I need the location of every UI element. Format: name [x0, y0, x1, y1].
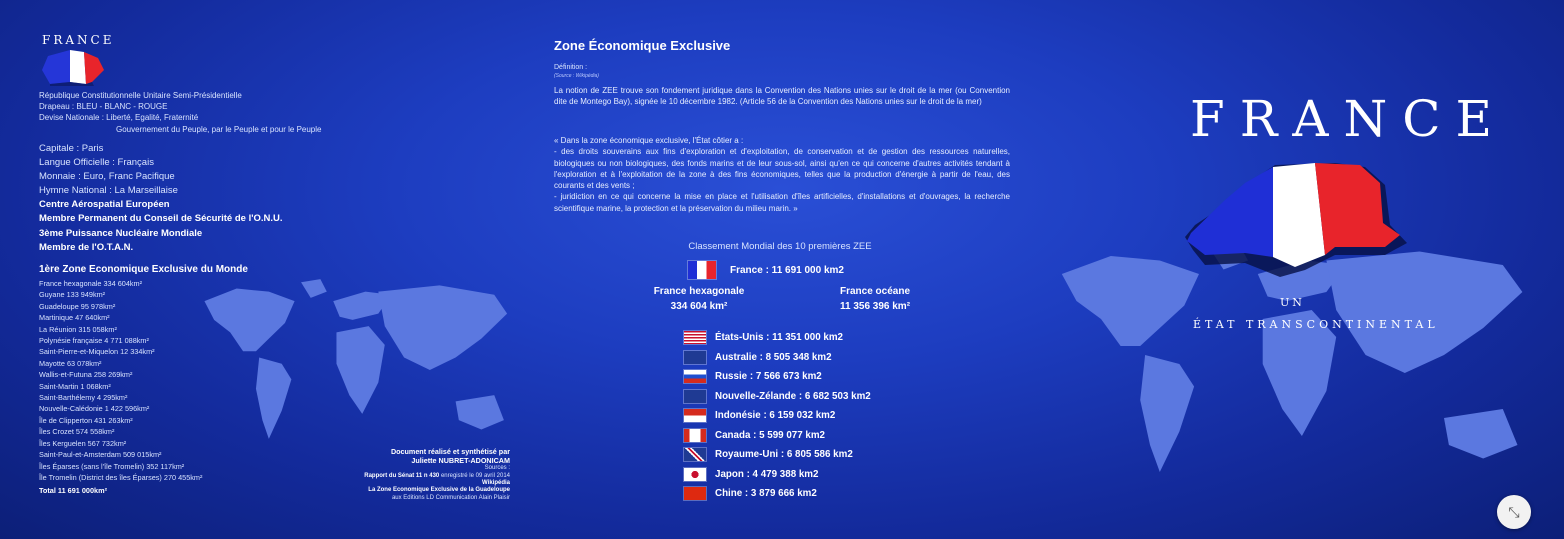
- credits-zone: La Zone Economique Exclusive de la Guadeloupe: [368, 487, 510, 494]
- brand-title: FRANCE: [42, 33, 115, 47]
- definition-source: (Source : Wikipédia): [554, 73, 599, 79]
- info-line: Monnaie : Euro, Franc Pacifique: [39, 170, 175, 182]
- zee-list-item: Guadeloupe 95 978km²: [39, 301, 116, 311]
- info-line: Devise Nationale : Liberté, Egalité, Fraternité: [39, 113, 199, 123]
- ranking-row-china: [684, 484, 871, 504]
- ranking-row-indonesia: [684, 406, 871, 426]
- france-flag-small-icon: [40, 48, 106, 86]
- ranking-label: Nouvelle-Zélande : 6 682 503 km2: [715, 390, 871, 402]
- ranking-title: Classement Mondial des 10 premières ZEE: [688, 241, 872, 252]
- info-bold-line: Centre Aérospatial Européen: [39, 198, 170, 210]
- china-flag-icon: [684, 487, 706, 500]
- zee-list-item: Nouvelle-Calédonie 1 422 596km²: [39, 404, 150, 414]
- ranking-label: Australie : 8 505 348 km2: [715, 351, 832, 363]
- paragraph-line: - des droits souverains aux fins d'exploration et d'exploitation, de conservation et de gestion des ressources naturelles, biologiques ou non biologiques, des fonds marins et de leur sous-sol, ainsi qu'en ce qui concerne d'autres activités tendant à l'exploration et à l'exploitation de la zone à des fins économiques, telles que la production d'énergie à partir de l'eau, des courants et des vents ;: [554, 147, 1010, 191]
- russia-flag-icon: [684, 370, 706, 383]
- info-line: Langue Officielle : Français: [39, 156, 154, 168]
- ranking-row-uk: [684, 445, 871, 465]
- zee-list-item: Îles Crozet 574 558km²: [39, 427, 115, 437]
- ranking-label: États-Unis : 11 351 000 km2: [715, 332, 843, 344]
- australia-flag-icon: [684, 351, 706, 364]
- zee-list-item: Mayotte 63 078km²: [39, 358, 102, 368]
- france-hex-value: 334 604 km²: [670, 301, 728, 312]
- zee-list-item: Polynésie française 4 771 088km²: [39, 336, 149, 346]
- zee-list-item: Martinique 47 640km²: [39, 313, 110, 323]
- credits-line: Document réalisé et synthétisé par: [390, 447, 510, 456]
- france-hexagonale: [624, 284, 774, 314]
- info-bold-line: 3ème Puissance Nucléaire Mondiale: [39, 227, 203, 239]
- france-oceane: [800, 284, 950, 314]
- zee-list-item: Îles Éparses (sans l'île Tromelin) 352 117km²: [39, 461, 185, 471]
- ranking-label: Chine : 3 879 666 km2: [715, 488, 817, 500]
- middle-panel: [520, 0, 1040, 539]
- info-line: Drapeau : BLEU - BLANC - ROUGE: [39, 102, 168, 112]
- credits-author: Juliette NUBRET-ADONICAM: [411, 455, 510, 465]
- info-line: Gouvernement du Peuple, par le Peuple et pour le Peuple: [116, 124, 322, 134]
- collapse-icon: ⤡: [1508, 503, 1520, 520]
- japan-flag-icon: [684, 468, 706, 481]
- uk-flag-icon: [684, 448, 706, 461]
- ranking-label: Indonésie : 6 159 032 km2: [715, 410, 836, 422]
- zee-list-item: Îles Kerguelen 567 732km²: [39, 438, 127, 448]
- zee-list: [39, 278, 202, 497]
- zee-list-item: Saint-Martin 1 068km²: [39, 381, 111, 391]
- subtitle-etat: ÉTAT TRANSCONTINENTAL: [1193, 318, 1439, 331]
- credits-wikipedia: Wikipédia: [482, 480, 510, 486]
- france-oce-label: France océane: [839, 286, 911, 297]
- credits: [250, 448, 510, 502]
- zee-list-item: Saint-Barthélemy 4 295km²: [39, 393, 128, 403]
- zee-list-item: Saint-Pierre-et-Miquelon 12 334km²: [39, 347, 155, 357]
- zee-list-item: Île de Clipperton 431 263km²: [39, 415, 133, 425]
- left-panel: [0, 0, 520, 539]
- ranking-row-australia: [684, 348, 871, 368]
- ranking-row-japan: [684, 465, 871, 485]
- zee-list-item: Île Tromelin (District des îles Éparses) 270 455km²: [39, 472, 203, 482]
- paragraph-rights: [554, 135, 1010, 214]
- ranking-row-usa: [684, 328, 871, 348]
- info-line: Capitale : Paris: [39, 142, 104, 154]
- credits-rapport-rest: enregistré le 09 avril 2014: [439, 472, 510, 479]
- subtitle-un: UN: [1280, 296, 1305, 309]
- world-map-small: [198, 276, 520, 464]
- info-line: République Constitutionnelle Unitaire Semi-Présidentielle: [39, 91, 242, 100]
- ranking-label: Royaume-Uni : 6 805 586 km2: [715, 449, 853, 461]
- france-ranking: [688, 260, 844, 280]
- ranking-row-newzealand: [684, 387, 871, 407]
- info-line: Hymne National : La Marseillaise: [39, 184, 178, 196]
- zee-total: Total 11 691 000km²: [39, 486, 108, 496]
- france-total: France : 11 691 000 km2: [730, 264, 844, 276]
- zee-list-item: Saint-Paul-et-Amsterdam 509 015km²: [39, 450, 162, 460]
- indonesia-flag-icon: [684, 409, 706, 422]
- paragraph-convention: La notion de ZEE trouve son fondement juridique dans la Convention des Nations unies sur le droit de la mer (ou Convention dite de Montego Bay), signée le 10 décembre 1982. (Article 56 de la Convention des Nations unies sur le droit de la mer): [554, 86, 1010, 107]
- ranking-label: Russie : 7 566 673 km2: [715, 371, 822, 383]
- zee-list-item: Wallis-et-Futuna 258 269km²: [39, 370, 133, 380]
- france-oce-value: 11 356 396 km²: [839, 301, 911, 312]
- zee-list-item: Guyane 133 949km²: [39, 290, 106, 300]
- ranking-list: [684, 328, 871, 504]
- right-panel: [1040, 0, 1564, 539]
- ranking-label: Japon : 4 479 388 km2: [715, 468, 819, 480]
- paragraph-line: « Dans la zone économique exclusive, l'État côtier a :: [554, 136, 744, 145]
- france-map-flag-icon: [1185, 155, 1410, 280]
- big-title: FRANCE: [1190, 90, 1507, 148]
- france-flag-icon: [688, 261, 716, 279]
- zee-list-item: France hexagonale 334 604km²: [39, 279, 143, 288]
- country-info: [39, 90, 321, 256]
- definition-label: Définition :: [554, 64, 588, 71]
- zee-list-item: La Réunion 315 058km²: [39, 324, 117, 334]
- canada-flag-icon: [684, 429, 706, 442]
- credits-sources: Sources :: [484, 465, 510, 472]
- usa-flag-icon: [684, 331, 706, 344]
- info-bold-line: Membre Permanent du Conseil de Sécurité de l'O.N.U.: [39, 213, 283, 225]
- collapse-button[interactable]: [1497, 495, 1531, 529]
- france-hex-label: France hexagonale: [653, 286, 745, 297]
- info-bold-line: Membre de l'O.T.A.N.: [39, 242, 134, 254]
- credits-editions: aux Editions LD Communication Alain Plaisir: [391, 494, 510, 501]
- ranking-row-russia: [684, 367, 871, 387]
- newzealand-flag-icon: [684, 390, 706, 403]
- paragraph-line: - juridiction en ce qui concerne la mise en place et l'utilisation d'îles artificielles, d'installations et d'ouvrages, la recherche scientifique marine, la protection et la préservation du milieu marin. »: [554, 192, 1010, 213]
- ranking-row-canada: [684, 426, 871, 446]
- ranking-label: Canada : 5 599 077 km2: [715, 429, 826, 441]
- zee-title: 1ère Zone Economique Exclusive du Monde: [39, 264, 248, 275]
- credits-rapport: Rapport du Sénat 11 n 430: [364, 472, 440, 479]
- zee-heading: Zone Économique Exclusive: [554, 38, 731, 53]
